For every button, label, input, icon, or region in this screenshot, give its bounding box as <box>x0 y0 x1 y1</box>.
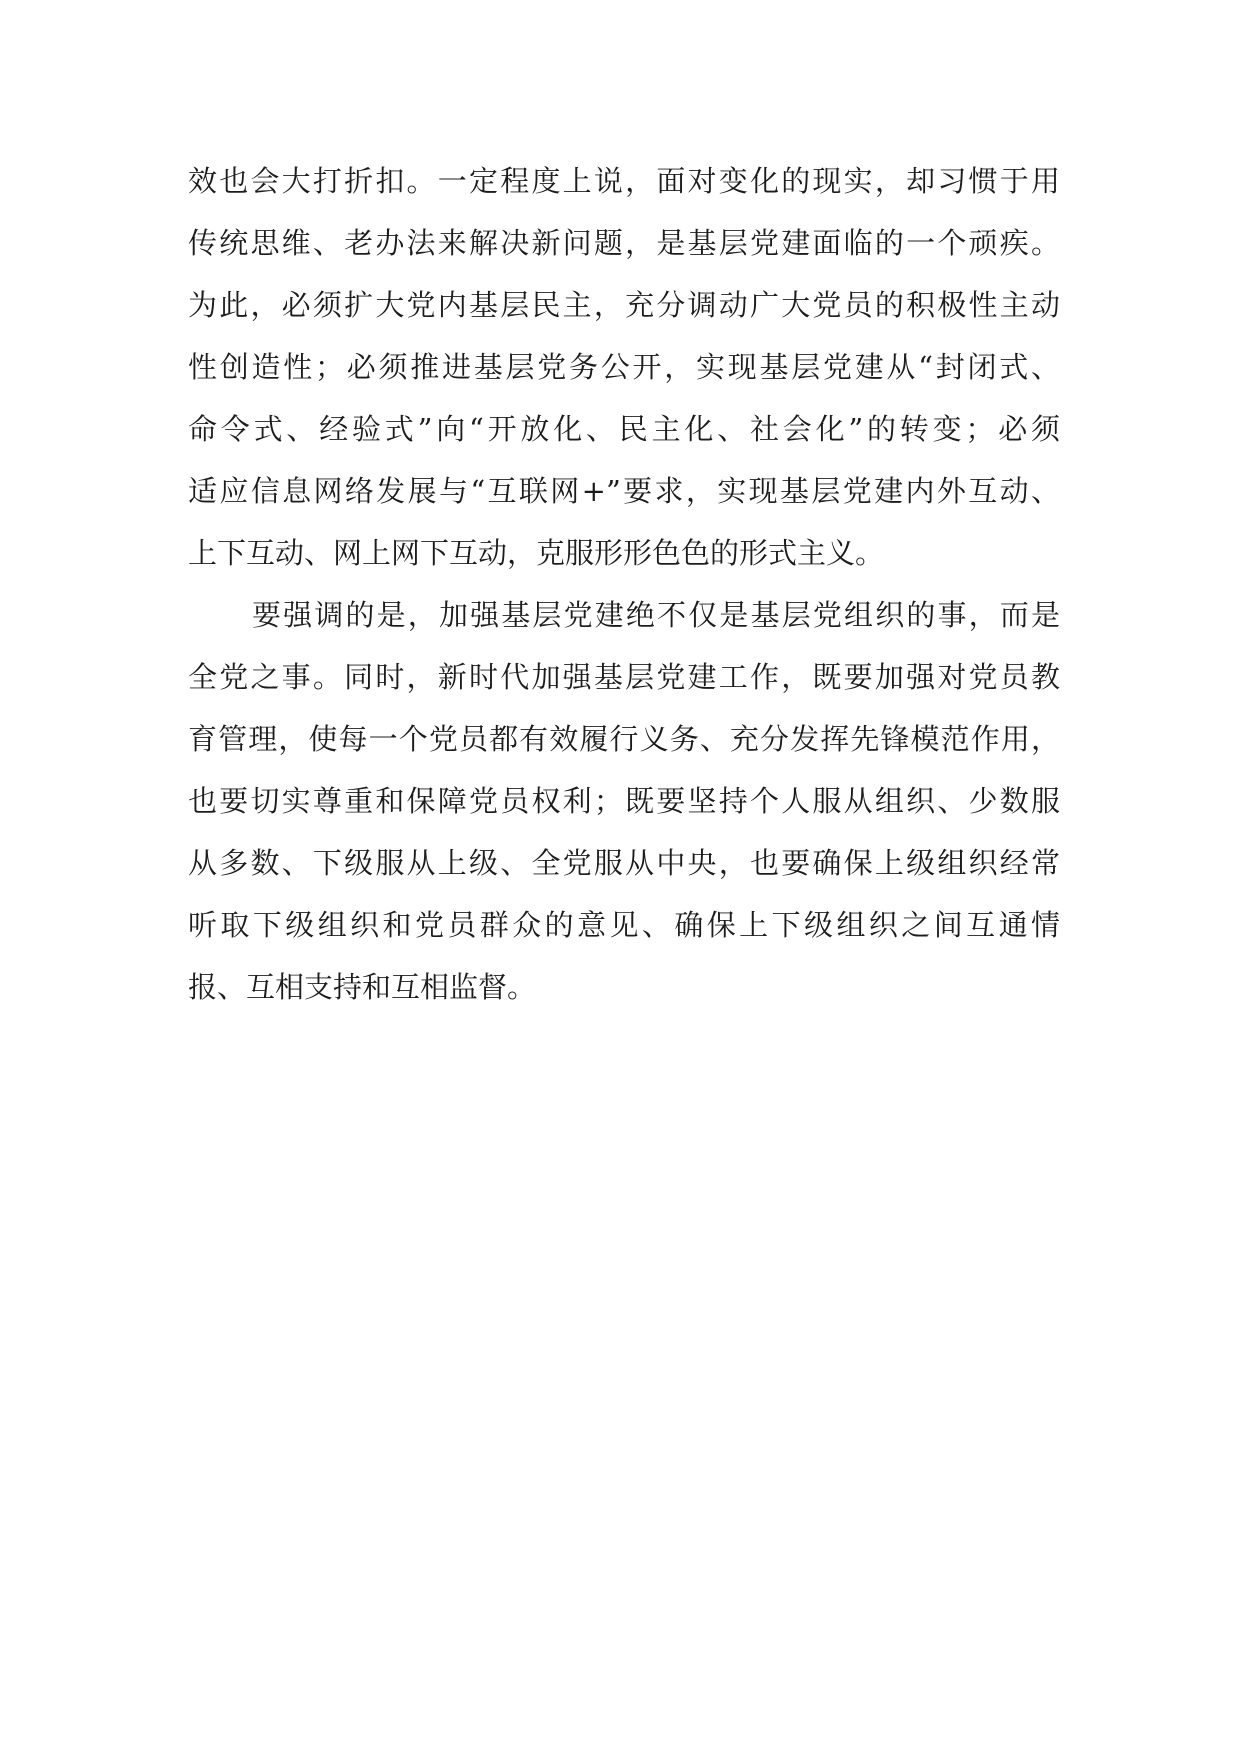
text-line: 听取下级组织和党员群众的意见、确保上下级组织之间互通情 <box>188 908 1060 942</box>
text-line: 从多数、下级服从上级、全党服从中央，也要确保上级组织经常 <box>188 846 1060 880</box>
paragraph-2 <box>188 584 1060 1018</box>
text-line: 效也会大打折扣。一定程度上说，面对变化的现实，却习惯于用 <box>188 164 1060 198</box>
document-body <box>188 150 1060 1018</box>
text-line: 命令式、经验式”向“开放化、民主化、社会化”的转变；必须 <box>188 412 1060 446</box>
text-line: 也要切实尊重和保障党员权利；既要坚持个人服从组织、少数服 <box>188 784 1060 818</box>
text-line: 要强调的是，加强基层党建绝不仅是基层党组织的事，而是 <box>252 598 1060 632</box>
text-line: 性创造性；必须推进基层党务公开，实现基层党建从“封闭式、 <box>188 350 1060 384</box>
paragraph-1 <box>188 150 1060 584</box>
text-line: 上下互动、网上网下互动，克服形形色色的形式主义。 <box>188 536 885 570</box>
text-line: 全党之事。同时，新时代加强基层党建工作，既要加强对党员教 <box>188 660 1060 694</box>
text-line: 传统思维、老办法来解决新问题，是基层党建面临的一个顽疾。 <box>188 226 1060 260</box>
text-line: 为此，必须扩大党内基层民主，充分调动广大党员的积极性主动 <box>188 288 1060 322</box>
text-line: 育管理，使每一个党员都有效履行义务、充分发挥先锋模范作用， <box>188 722 1060 756</box>
text-line: 报、互相支持和互相监督。 <box>188 970 537 1004</box>
text-line: 适应信息网络发展与“互联网+”要求，实现基层党建内外互动、 <box>188 474 1060 508</box>
